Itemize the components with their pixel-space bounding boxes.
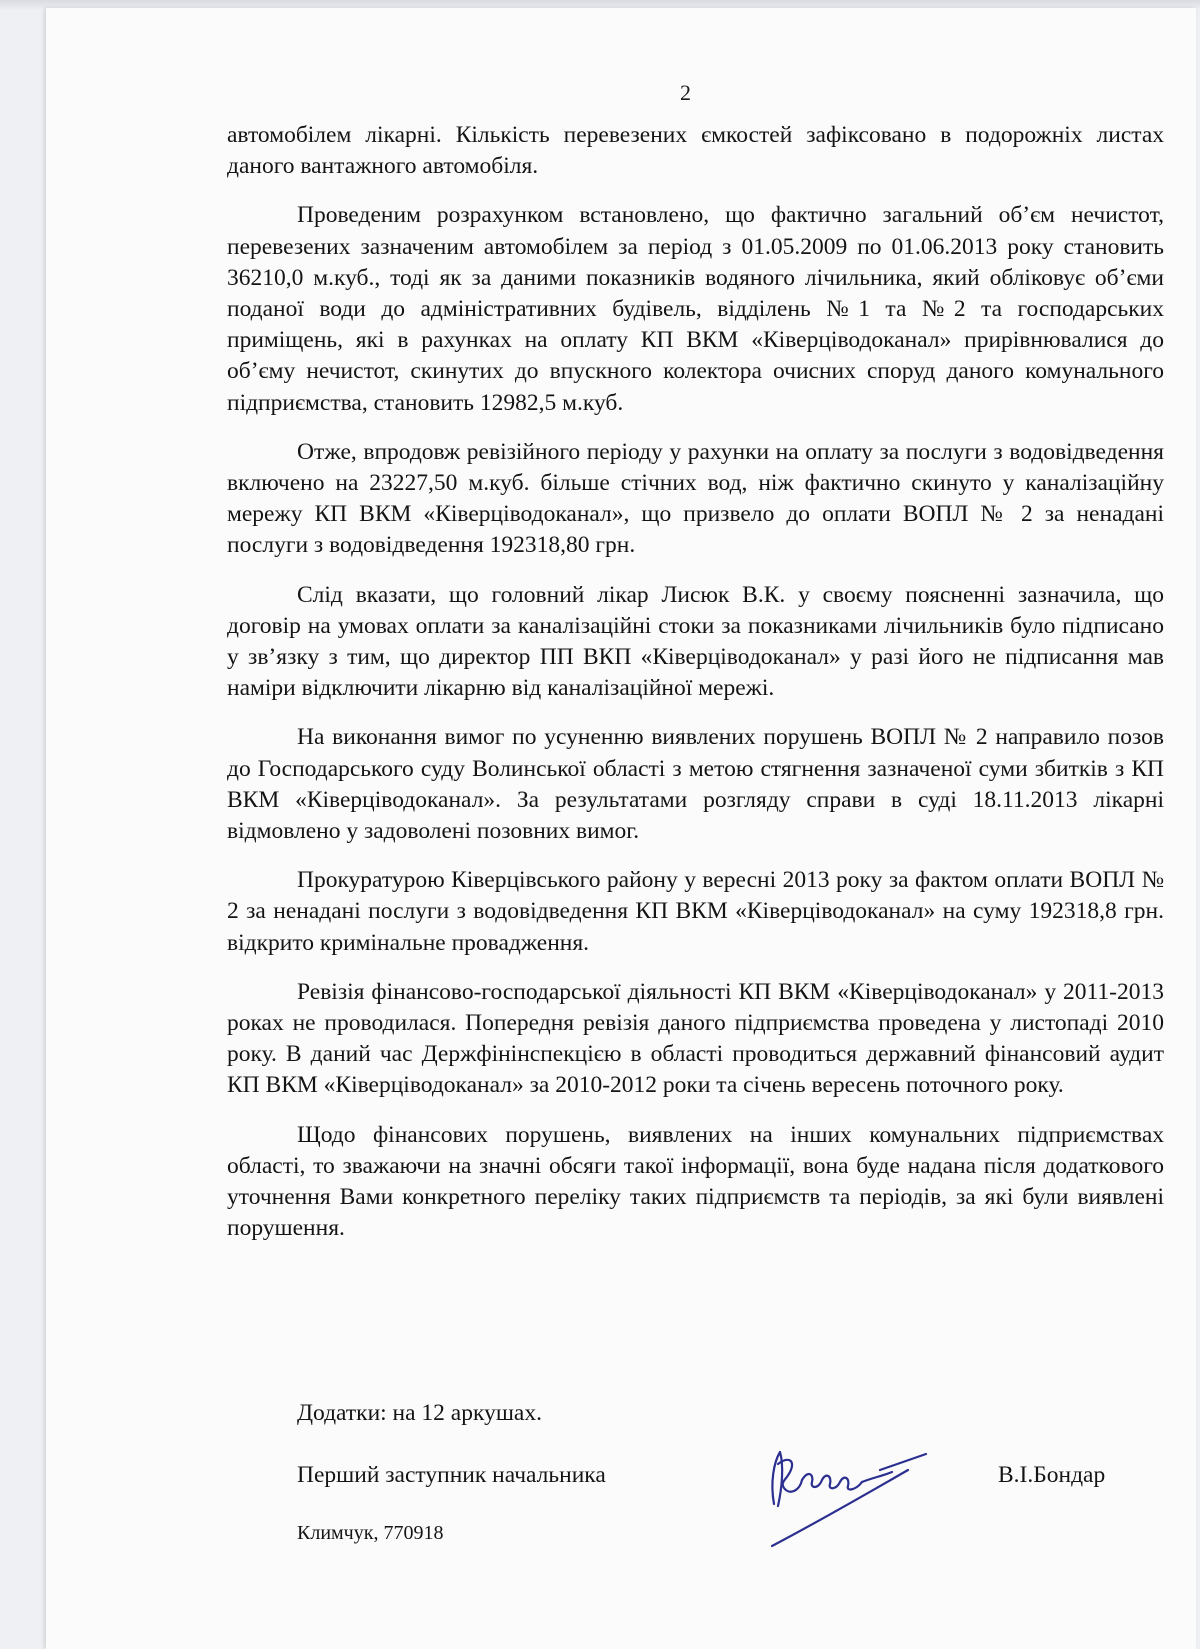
paragraph-8: Щодо фінансових порушень, виявлених на інших комунальних підприємствах області, то зважаючи на значні обсяги такої інформації, вона буде надана після додаткового уточнення Вами конкретного переліку таких підприємств та періодів, за які були виявлені порушення. [227,1121,1164,1242]
signer-name: В.І.Бондар [998,1462,1106,1488]
paragraph-2: Проведеним розрахунком встановлено, що фактично загальний об’єм нечистот, перевезених зазначеним автомобілем за період з 01.05.2009 по 01.06.2013 року становить 36210,0 м.куб., тоді як за даними показників водяного лічильника, який обліковує об’єми поданої води до адміністративних будівель, відділень №1 та №2 та господарських приміщень, які в рахунках на оплату КП ВКМ «Ківерціводоканал» прирівнювалися до об’єму нечистот, скинутих до впускного колектора очисних споруд даного комунального підприємства, становить 12982,5 м.куб. [227,202,1164,416]
page-number: 2 [680,80,691,105]
paragraph-6: Прокуратурою Ківерцівського району у вересні 2013 року за фактом оплати ВОПЛ № 2 за ненадані послуги з водовідведення КП ВКМ «Ківерціводоканал» на суму 192318,8 грн. відкрито кримінальне провадження. [227,867,1164,956]
paragraph-3: Отже, впродовж ревізійного періоду у рахунки на оплату за послуги з водовідведення включено на 23227,50 м.куб. більше стічних вод, ніж фактично скинуто у каналізаційну мережу КП ВКМ «Ківерціводоканал», що призвело до оплати ВОПЛ № 2 за ненадані послуги з водовідведення 192318,80 грн. [227,438,1164,559]
paragraph-5: На виконання вимог по усуненню виявлених порушень ВОПЛ № 2 направило позов до Господарського суду Волинської області з метою стягнення зазначеної суми збитків з КП ВКМ «Ківерціводоканал». За результатами розгляду справи в суді 18.11.2013 лікарні відмовлено у задоволені позовних вимог. [227,724,1164,845]
paragraph-4: Слід вказати, що головний лікар Лисюк В.К. у своєму поясненні зазначила, що договір на умовах оплати за каналізаційні стоки за показниками лічильників було підписано у зв’язку з тим, що директор ПП ВКП «Ківерціводоканал» у разі його не підписання мав наміри відключити лікарню від каналізаційної мережі. [227,581,1164,702]
paragraph-7: Ревізія фінансово-господарської діяльності КП ВКМ «Ківерціводоканал» у 2011-2013 роках не проводилася. Попередня ревізія даного підприємства проведена у листопаді 2010 року. В даний час Держфінінспекцією в області проводиться державний фінансовий аудит КП ВКМ «Ківерціводоканал» за 2010-2012 роки та січень вересень поточного року. [227,978,1164,1099]
handwritten-signature [760,1430,930,1555]
attachments-note: Додатки: на 12 аркушах. [297,1400,542,1426]
document-body [227,120,1164,1263]
executor-contact: Климчук, 770918 [297,1522,444,1544]
signer-title: Перший заступник начальника [297,1462,606,1488]
paragraph-1: автомобілем лікарні. Кількість перевезених ємкостей зафіксовано в подорожніх листах даного вантажного автомобіля. [227,122,1164,180]
